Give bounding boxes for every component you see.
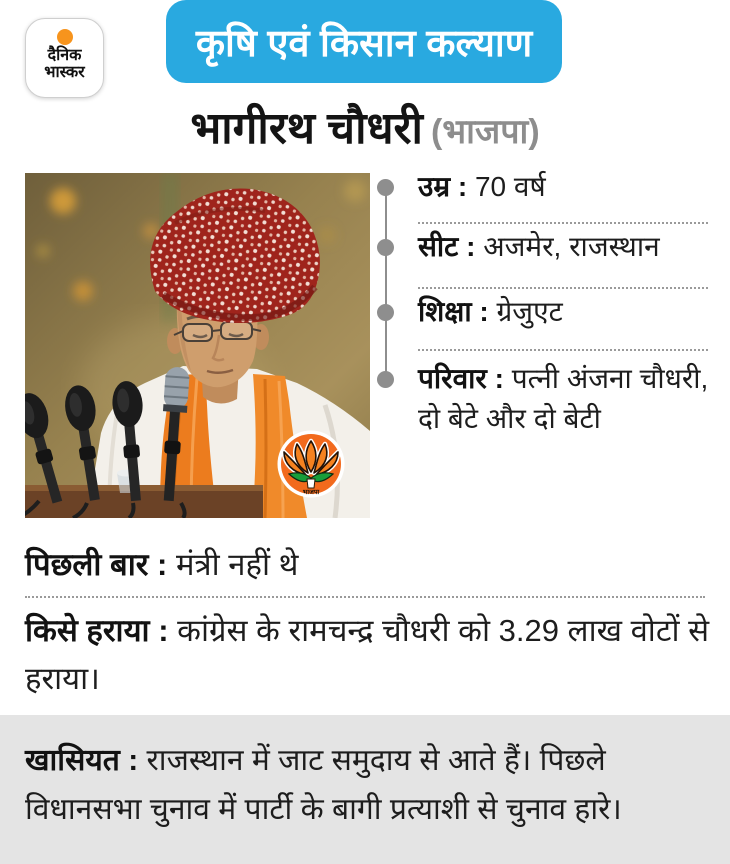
politician-name: भागीरथ चौधरी — [190, 104, 423, 153]
item-label: उम्र : — [418, 171, 468, 202]
divider — [418, 349, 708, 351]
list-item-family — [418, 359, 710, 439]
section-last-time — [25, 543, 710, 585]
section-defeated — [25, 607, 710, 703]
logo-line2: भास्कर — [44, 64, 85, 81]
party-name: (भाजपा) — [430, 113, 540, 151]
dainik-bhaskar-logo — [25, 18, 104, 98]
section-value: कांग्रेस के रामचन्द्र चौधरी को 3.29 लाख वोटों से हराया। — [25, 613, 710, 696]
bullet-icon — [377, 371, 394, 388]
item-label: परिवार : — [418, 363, 504, 394]
logo-sun-icon — [57, 29, 73, 45]
item-value: पत्नी अंजना चौधरी, दो बेटे और दो बेटी — [418, 363, 709, 434]
divider — [25, 596, 705, 598]
item-value: अजमेर, राजस्थान — [483, 231, 660, 262]
section-value: राजस्थान में जाट समुदाय से आते हैं। पिछले विधानसभा चुनाव में पार्टी के बागी प्रत्याशी से चुनाव हारे। — [25, 744, 622, 826]
bullet-connector-line — [385, 187, 387, 380]
bullet-icon — [377, 304, 394, 321]
bjp-logo-label: भाजपा — [302, 489, 320, 496]
divider — [418, 222, 708, 224]
bjp-logo — [278, 431, 345, 498]
section-label: किसे हराया : — [25, 613, 169, 648]
speciality-text — [0, 715, 730, 834]
item-value: 70 वर्ष — [474, 171, 546, 202]
section-label: खासियत : — [25, 744, 139, 777]
item-value: ग्रेजुएट — [496, 296, 563, 327]
profile-list — [370, 165, 708, 495]
ministry-banner — [166, 0, 562, 83]
bullet-icon — [377, 239, 394, 256]
logo-line1: दैनिक — [47, 47, 82, 64]
section-label: पिछली बार : — [25, 547, 168, 582]
divider — [418, 287, 708, 289]
list-item-seat — [418, 227, 710, 267]
page-title — [0, 96, 730, 156]
item-label: शिक्षा : — [418, 296, 489, 327]
logo-text — [26, 47, 103, 81]
bullet-icon — [377, 179, 394, 196]
ministry-banner-label: कृषि एवं किसान कल्याण — [195, 22, 533, 65]
section-speciality — [0, 715, 730, 864]
section-value: मंत्री नहीं थे — [176, 547, 299, 582]
list-item-education — [418, 292, 710, 332]
politician-photo — [25, 173, 370, 518]
item-label: सीट : — [418, 231, 476, 262]
list-item-age — [418, 167, 710, 207]
